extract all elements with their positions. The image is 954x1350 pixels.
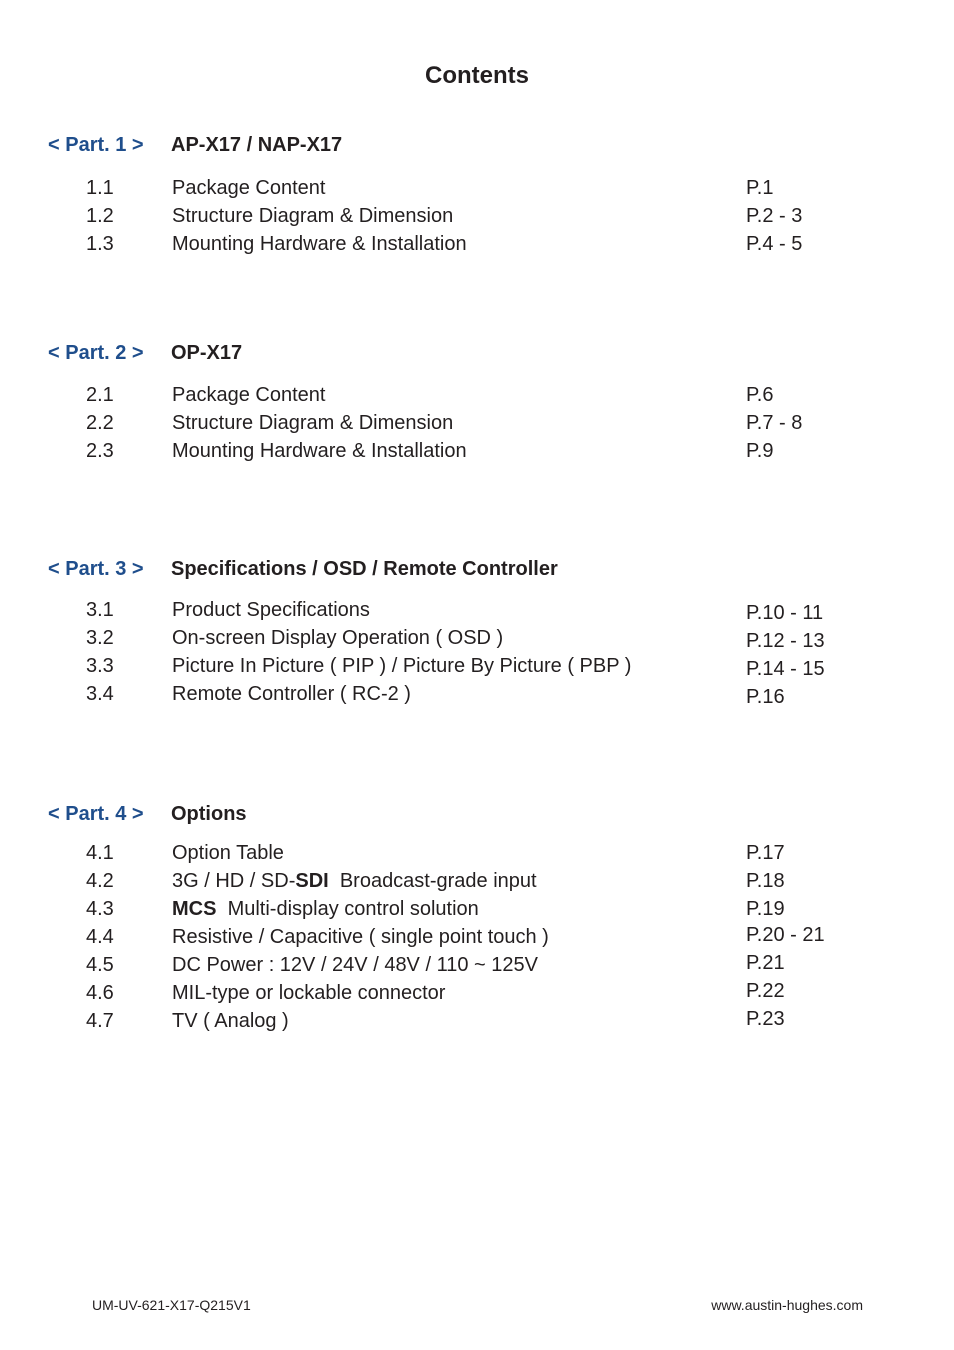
section-title: TV ( Analog ) [172,1010,289,1032]
page-ref: P.4 - 5 [746,233,803,255]
page-ref: P.7 - 8 [746,412,803,434]
section-title: Mounting Hardware & Installation [172,440,467,462]
section-number: 3.3 [86,655,114,677]
page-title: Contents [425,62,529,89]
toc-row[interactable] [0,1010,954,1036]
section-number: 2.1 [86,384,114,406]
section-title: Picture In Picture ( PIP ) / Picture By Picture ( PBP ) [172,655,632,677]
section-number: 4.3 [86,898,114,920]
section-title: Resistive / Capacitive ( single point touch ) [172,926,549,948]
part-tag: < Part. 4 > [48,803,144,825]
section-title: Package Content [172,177,326,199]
page-ref: P.6 [746,384,774,406]
toc-row[interactable] [0,954,954,980]
section-number: 4.6 [86,982,114,1004]
section-number: 4.5 [86,954,114,976]
page-ref: P.16 [746,686,785,708]
page-ref: P.17 [746,842,785,864]
toc-row[interactable] [0,205,954,231]
section-title-prefix: 3G / HD / SD- [172,870,296,892]
part-name: Options [171,803,247,825]
section-number: 4.4 [86,926,114,948]
section-title: Remote Controller ( RC-2 ) [172,683,411,705]
section-number: 4.2 [86,870,114,892]
toc-row[interactable] [0,412,954,438]
section-title-suffix: Multi-display control solution [216,898,479,920]
toc-row[interactable] [0,898,954,924]
page-ref: P.18 [746,870,785,892]
section-number: 1.1 [86,177,114,199]
toc-row[interactable] [0,627,954,653]
part-tag: < Part. 1 > [48,134,144,156]
toc-row[interactable] [0,870,954,896]
section-number: 2.3 [86,440,114,462]
page-ref: P.14 - 15 [746,658,825,680]
section-number: 3.4 [86,683,114,705]
section-title: Structure Diagram & Dimension [172,412,454,434]
part-name: AP-X17 / NAP-X17 [171,134,343,156]
page-ref: P.1 [746,177,774,199]
section-title [172,898,479,921]
section-title-suffix: Broadcast-grade input [328,870,537,892]
toc-row[interactable] [0,384,954,410]
section-title-bold: MCS [172,898,217,920]
section-title: DC Power : 12V / 24V / 48V / 110 ~ 125V [172,954,538,976]
section-title [172,870,537,893]
section-number: 2.2 [86,412,114,434]
toc-row[interactable] [0,440,954,466]
part-name: OP-X17 [171,342,243,364]
section-title: Structure Diagram & Dimension [172,205,454,227]
section-number: 1.2 [86,205,114,227]
page-ref: P.20 - 21 [746,924,825,946]
section-title: Product Specifications [172,599,370,621]
page-ref: P.22 [746,980,785,1002]
page-ref: P.12 - 13 [746,630,825,652]
part-tag: < Part. 3 > [48,558,144,580]
section-title: MIL-type or lockable connector [172,982,446,1004]
section-number: 1.3 [86,233,114,255]
section-number: 3.2 [86,627,114,649]
toc-row[interactable] [0,683,954,709]
toc-row[interactable] [0,233,954,259]
section-title-bold: SDI [295,870,329,892]
page-ref: P.10 - 11 [746,602,824,624]
section-title: Option Table [172,842,284,864]
section-number: 4.1 [86,842,114,864]
part-name: Specifications / OSD / Remote Controller [171,558,558,580]
website-link[interactable]: www.austin-hughes.com [711,1297,863,1313]
toc-row[interactable] [0,177,954,203]
toc-row[interactable] [0,655,954,681]
section-title: Mounting Hardware & Installation [172,233,467,255]
page-ref: P.23 [746,1008,785,1030]
page-ref: P.9 [746,440,774,462]
page-ref: P.2 - 3 [746,205,803,227]
section-number: 3.1 [86,599,114,621]
toc-row[interactable] [0,842,954,868]
toc-row[interactable] [0,926,954,952]
toc-row[interactable] [0,982,954,1008]
section-title: Package Content [172,384,326,406]
section-number: 4.7 [86,1010,114,1032]
page-ref: P.21 [746,952,785,974]
section-title: On-screen Display Operation ( OSD ) [172,627,504,649]
page-ref: P.19 [746,898,785,920]
document-code: UM-UV-621-X17-Q215V1 [92,1297,251,1313]
toc-row[interactable] [0,599,954,625]
part-tag: < Part. 2 > [48,342,144,364]
